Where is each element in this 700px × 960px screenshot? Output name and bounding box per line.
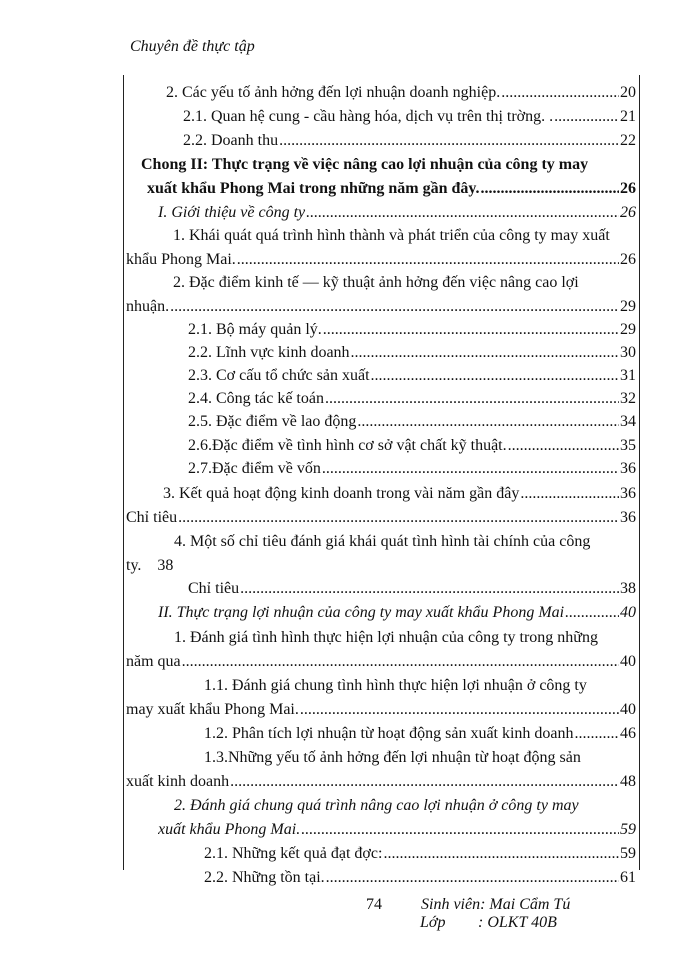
toc-entry: may xuất khẩu Phong Mai. ..... 40 bbox=[126, 700, 636, 720]
toc-entry: 2.2. Lĩnh vực kinh doanh ..... 30 bbox=[188, 343, 636, 363]
toc-entry: 2.7.Đặc điểm về vốn ..... 36 bbox=[188, 459, 636, 479]
chapter-title-line1: Chong II: Thực trạng về việc nâng cao lợi nhuận của công ty may bbox=[141, 156, 589, 173]
student-name: Sinh viên: Mai Cẩm Tú bbox=[421, 896, 571, 913]
toc-entry: 3. Kết quả hoạt động kinh doanh trong vài năm gần đây ..... 36 bbox=[163, 484, 636, 504]
toc-entry: 2.5. Đặc điểm về lao động ..... 34 bbox=[188, 412, 636, 432]
toc-entry: xuất khẩu Phong Mai. ..... 59 bbox=[158, 820, 636, 840]
toc-entry: 1.2. Phân tích lợi nhuận từ hoạt động sản xuất kinh doanh ..... 46 bbox=[204, 724, 636, 744]
toc-entry-line1: 1.1. Đánh giá chung tình hình thực hiện lợi nhuận ở công ty bbox=[204, 677, 587, 694]
page-header: Chuyên đề thực tập bbox=[130, 38, 255, 55]
toc-entry-line1: 1. Đánh giá tình hình thực hiện lợi nhuận của công ty trong những bbox=[174, 629, 598, 646]
toc-entry: 2. Các yếu tố ảnh hởng đến lợi nhuận doanh nghiệp. ..... 20 bbox=[166, 83, 636, 103]
toc-entry: 2.1. Quan hệ cung - cầu hàng hóa, dịch vụ trên thị trờng. . ..... 21 bbox=[183, 107, 636, 127]
toc-entry-line1: 4. Một số chỉ tiêu đánh giá khái quát tình hình tài chính của công bbox=[174, 533, 591, 550]
toc-entry: năm qua ..... 40 bbox=[126, 652, 636, 672]
toc-entry: 2.1. Những kết quả đạt đợc: ..... 59 bbox=[204, 844, 636, 864]
toc-entry-line1: 1. Khái quát quá trình hình thành và phát triển của công ty may xuất bbox=[173, 227, 610, 244]
toc-entry: khẩu Phong Mai. ..... 26 bbox=[126, 250, 636, 270]
toc-entry: nhuận. ..... 29 bbox=[126, 297, 636, 317]
toc-entry-line1: 1.3.Những yếu tố ảnh hởng đến lợi nhuận từ hoạt động sản bbox=[204, 749, 581, 766]
toc-entry: I. Giới thiệu về công ty ..... 26 bbox=[158, 203, 636, 223]
class-value: : OLKT 40B bbox=[478, 914, 557, 931]
toc-entry: xuất kinh doanh ..... 48 bbox=[126, 772, 636, 792]
class-label: Lớp bbox=[420, 914, 446, 931]
toc-entry: II. Thực trạng lợi nhuận của công ty may xuất khẩu Phong Mai ..... 40 bbox=[158, 603, 636, 623]
toc-entry: Chỉ tiêu ..... 36 bbox=[126, 508, 636, 528]
toc-entry-line1: 2. Đặc điểm kinh tế — kỹ thuật ảnh hởng đến việc nâng cao lợi bbox=[173, 274, 579, 291]
toc-entry: 2.1. Bộ máy quản lý. ..... 29 bbox=[188, 320, 636, 340]
toc-entry: Chỉ tiêu ..... 38 bbox=[188, 579, 636, 599]
toc-entry: xuất khẩu Phong Mai trong những năm gần đây. ..... 26 bbox=[147, 179, 636, 199]
toc-entry: 2.3. Cơ cấu tổ chức sản xuất ..... 31 bbox=[188, 366, 636, 386]
page-number: 74 bbox=[366, 896, 382, 913]
toc-entry: 2.2. Doanh thu ..... 22 bbox=[183, 131, 636, 151]
toc-entry-line1: 2. Đánh giá chung quá trình nâng cao lợi nhuận ở công ty may bbox=[174, 797, 579, 814]
toc-entry: 2.6.Đặc điểm về tình hình cơ sở vật chất kỹ thuật. ..... 35 bbox=[188, 436, 636, 456]
toc-entry: 2.4. Công tác kế toán ..... 32 bbox=[188, 389, 636, 409]
toc-entry: 2.2. Những tồn tại. ..... 61 bbox=[204, 868, 636, 888]
toc-entry-line2: ty. 38 bbox=[126, 557, 174, 574]
